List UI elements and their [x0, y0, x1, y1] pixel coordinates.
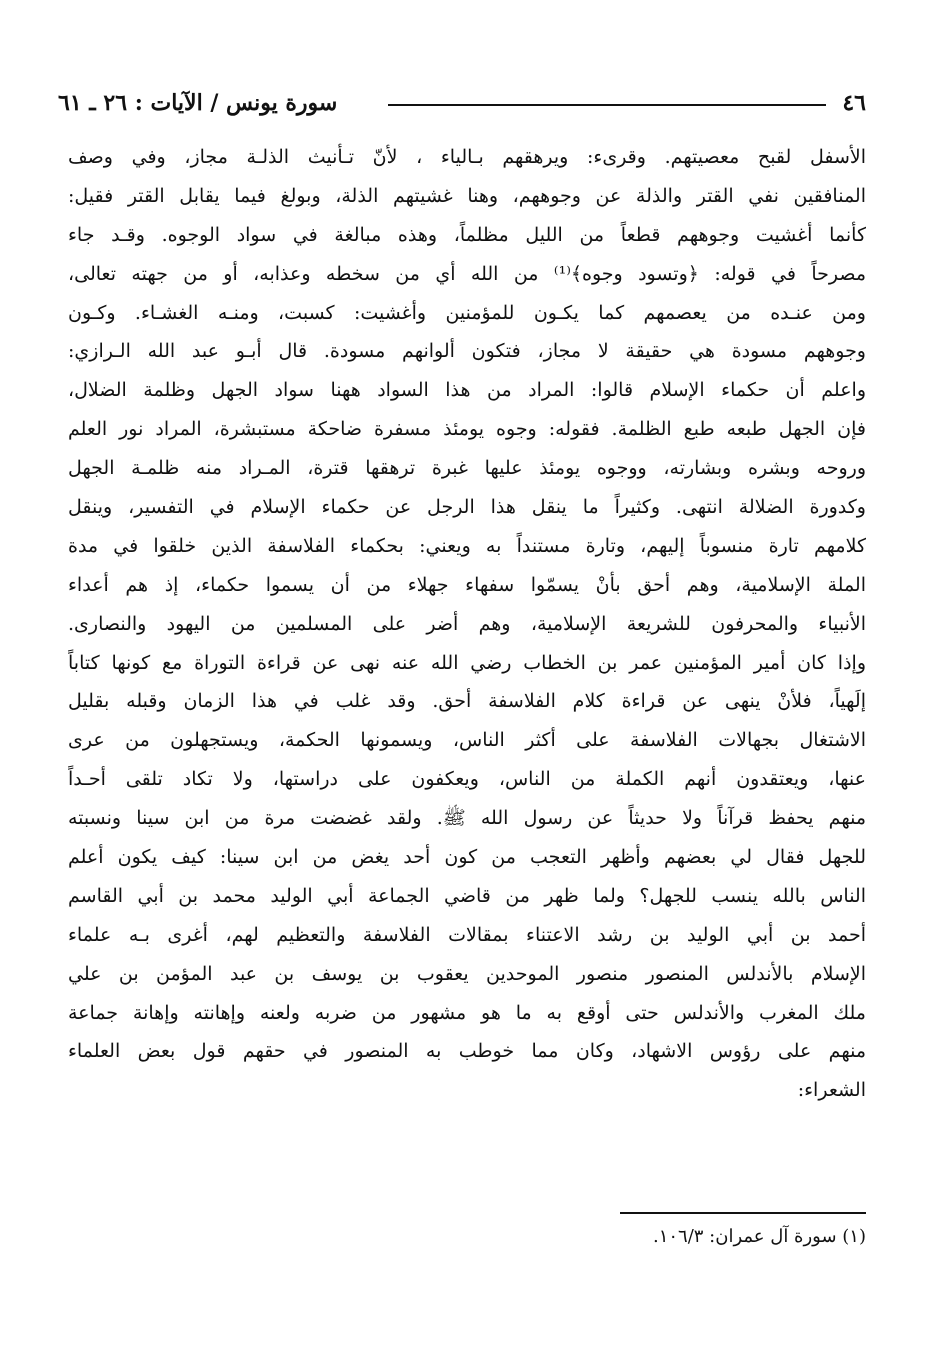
- text-line: الشعراء:: [797, 1079, 866, 1102]
- body-text: [68, 138, 866, 1110]
- text-line: للجهل فقال لي بعضهم وأظهر التعجب من كون أحد يغض من ابن سينا: كيف يكون أعلم: [68, 846, 866, 869]
- text-line: كأنما أغشيت وجوههم قطعاً من الليل مظلماً، وهذه مبالغة في سواد الوجوه. وقـد جاء: [68, 223, 866, 246]
- text-line: وإذا كان أمير المؤمنين عمر بن الخطاب رضي الله عنه نهى عن قراءة التوراة مع كونها كتاباً: [68, 651, 866, 674]
- text-line: الأنبياء والمحرفون للشريعة الإسلامية، وهم أضر على المسلمين من اليهود والنصارى.: [68, 612, 866, 635]
- text-line: وجوههم مسودة هي حقيقة لا مجاز، فتكون ألوانهم مسودة. قال أبـو عبد الله الـرازي:: [68, 340, 866, 363]
- footnote: (١) سورة آل عمران: ١٠٦/٣.: [652, 1226, 866, 1247]
- footnote-rule: [620, 1212, 866, 1214]
- text-line: الأسفل لقبح معصيتهم. وقرىء: ويرهقهم بـالياء ، لأنّ تـأنيث الذلـة مجاز، وفي وصف: [68, 146, 866, 168]
- text-line: واعلم أن حكماء الإسلام قالوا: المراد من هذا السواد ههنا سواد الجهل وظلمة الضلال،: [68, 379, 866, 402]
- running-title: سورة يونس / الآيات : ٢٦ ـ ٦١: [58, 90, 338, 116]
- text-line: وروحه وبشره وبشارته، ووجوه يومئذ عليها غبرة ترهقها قترة، المـراد منه ظلمـة الجهل: [68, 457, 866, 480]
- text-line: أحمد بن أبي الوليد بن رشد الاعتناء بمقالات الفلاسفة والتعظيم لهم، أغرى بـه علماء: [68, 923, 866, 946]
- text-line: الناس بالله ينسب للجهل؟ ولما ظهر من قاضي الجماعة أبي الوليد محمد بن أبي القاسم: [68, 884, 866, 907]
- page-header: [58, 88, 866, 118]
- text-line: الإسلام بالأندلس المنصور منصور الموحدين يعقوب بن يوسف بن عبد المؤمن بن علي: [68, 962, 866, 985]
- text-line: فإن الجهل طبعه طبع الظلمة. فقوله: وجوه يومئذ مسفرة ضاحكة مستبشرة، المراد نور العلم: [68, 418, 866, 441]
- text-line: ملك المغرب والأندلس حتى أوقع به ما هو مشهور من ضربه ولعنه وإهانته وإهانة جماعة: [68, 1001, 866, 1024]
- text-line: ومن عنـده من يعصمهم كما يكـون للمؤمنين وأغشيت: كسبت، ومنـه الغشـاء. وكـون: [68, 301, 866, 324]
- text-line: وكدورة الضلالة انتهى. وكثيراً ما ينقل هذا الرجل عن حكماء الإسلام في التفسير، وينقل: [68, 496, 866, 519]
- text-line: الاشتغال بجهالات الفلاسفة على أكثر الناس، ويسمونها الحكمة، ويستجهلون من عرى: [68, 729, 866, 752]
- page-number: ٤٦: [842, 90, 866, 116]
- header-rule: [388, 104, 826, 106]
- text-line: كلامهم تارة منسوباً إليهم، وتارة مستنداً به ويعني: بحكماء الفلاسفة الذين خلقوا في مدة: [68, 534, 866, 557]
- text-line: منهم على رؤوس الاشهاد، وكان مما خوطب به المنصور في حقهم قول بعض العلماء: [68, 1040, 866, 1063]
- text-line: المنافقين نفي القتر والذلة عن وجوههم، وهنا غشيتهم الذلة، وبولغ فيما يقابل القتر فقيل:: [68, 184, 866, 207]
- text-line: عنها، ويعتقدون أنهم الكملة من الناس، ويعكفون على دراستها، ولا تكاد تلقى أحـداً: [68, 768, 866, 791]
- text-line: إلَهياً، فلأنْ ينهى عن قراءة كلام الفلاسفة أحق. وقد غلب في هذا الزمان وقبله بقليل: [68, 690, 866, 713]
- text-line: مصرحاً في قوله: ﴿وتسود وجوه﴾⁽¹⁾ من الله أي من سخطه وعذابه، أو من جهته تعالى،: [68, 262, 866, 285]
- text-line: منهم يحفظ قرآناً ولا حديثاً عن رسول الله ﷺ. ولقد غضضت مرة من ابن سينا ونسبته: [68, 807, 866, 830]
- text-line: الملة الإسلامية، وهم أحق بأنْ يسمّوا سفهاء جهلاء من أن يسموا حكماء، إذ هم أعداء: [68, 573, 866, 596]
